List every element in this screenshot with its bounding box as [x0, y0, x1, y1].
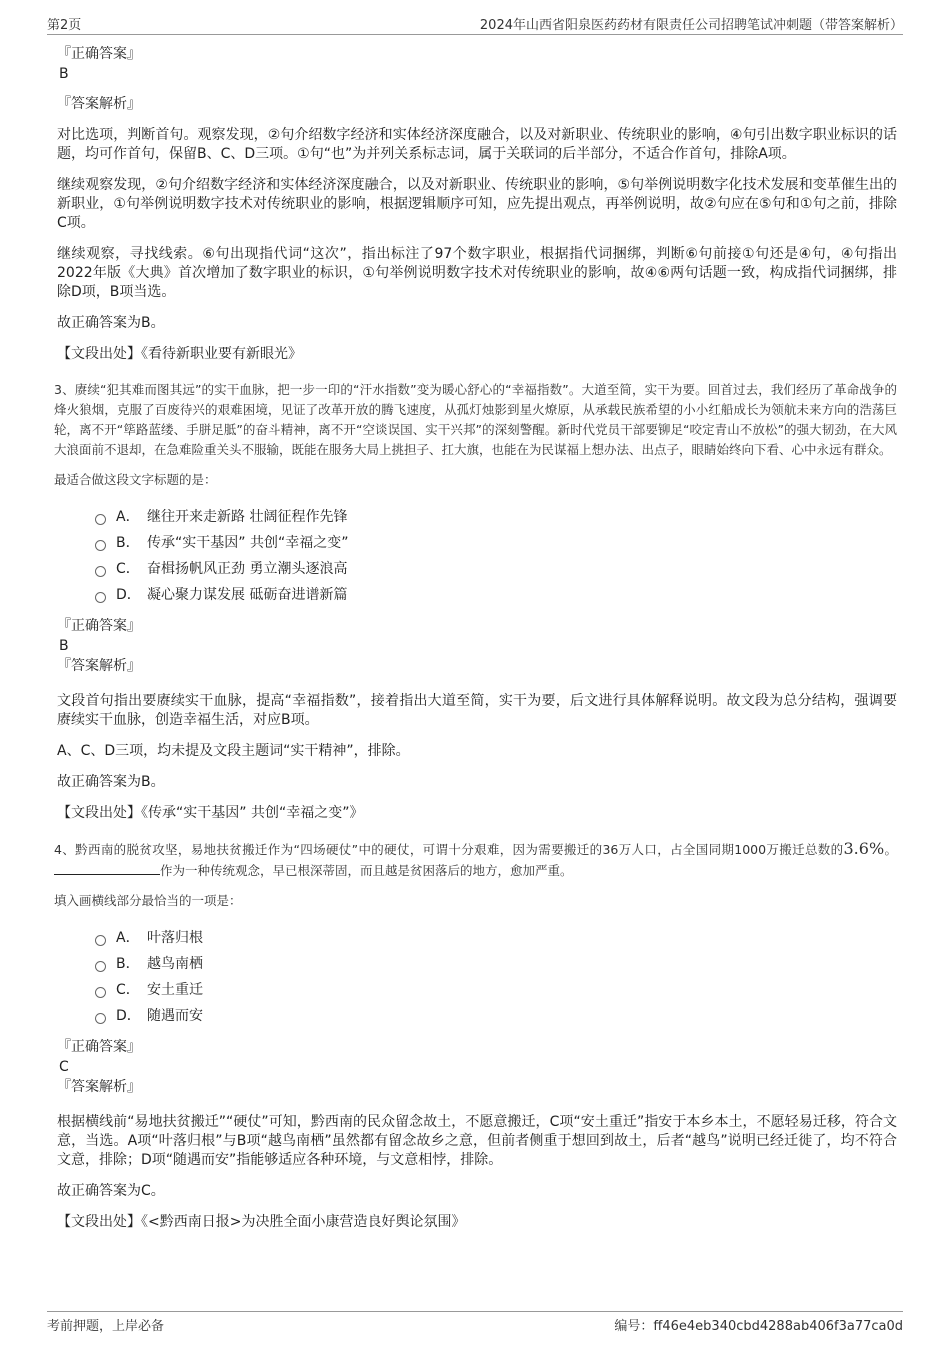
q3-option-d[interactable]: [95, 582, 897, 608]
q4-question: [54, 839, 897, 881]
q3-option-c[interactable]: [95, 556, 897, 582]
option-letter: D．: [116, 587, 141, 603]
option-letter: A．: [116, 509, 140, 525]
option-letter: B．: [116, 956, 140, 972]
radio-icon[interactable]: [95, 514, 106, 525]
option-letter: C．: [116, 982, 140, 998]
option-text: 叶落归根: [147, 930, 203, 946]
fill-blank: [54, 860, 160, 875]
q4-option-d[interactable]: [95, 1003, 897, 1029]
code-label: 编号：: [614, 1319, 654, 1334]
q4-option-a[interactable]: [95, 925, 897, 951]
q3-analysis-1: 文段首句指出要赓续实干血脉，提高“幸福指数”，接着指出大道至简，实干为要，后文进行具体解释说明。故文段为总分结构，强调要赓续实干血脉，创造幸福生活，对应B项。: [57, 693, 897, 728]
radio-icon[interactable]: [95, 566, 106, 577]
q2-analysis-3: 继续观察，寻找线索。⑥句出现指代词“这次”，指出标注了97个数字职业，根据指代词捆绑，判断⑥句前接①句还是④句，④句指出2022年版《大典》首次增加了数字职业的标识，①句举例说明数字技术对传统职业的影响，故④⑥两句话题一致，构成指代词捆绑，排除D项，B项当选。: [57, 246, 897, 300]
answer-analysis-label: 『答案解析』: [57, 1079, 141, 1095]
q4-question-part1: 4、黔西南的脱贫攻坚，易地扶贫搬迁作为“四场硬仗”中的硬仗，可谓十分艰难，因为需要搬迁的36万人口，占全国同期1000万搬迁总数的: [54, 842, 844, 857]
option-letter: A．: [116, 930, 140, 946]
q4-answer: C: [59, 1059, 69, 1075]
q4-options: [95, 925, 897, 1029]
option-text: 安土重迁: [147, 982, 203, 998]
radio-icon[interactable]: [95, 935, 106, 946]
option-letter: D．: [116, 1008, 141, 1024]
radio-icon[interactable]: [95, 1013, 106, 1024]
q4-analysis-1: 根据横线前“易地扶贫搬迁”“硬仗”可知，黔西南的民众留念故土，不愿意搬迁，C项“安土重迁”指安于本乡本土，不愿轻易迁移，符合文意，当选。A项“叶落归根”与B项“越鸟南栖”虽然都有留念故乡之意，但前者侧重于想回到故土，后者“越鸟”说明已经迁徙了，均不符合文意，排除；D项“随遇而安”指能够适应各种环境，与文意相悖，排除。: [57, 1114, 897, 1168]
option-text: 凝心聚力谋发展 砥砺奋进谱新篇: [147, 587, 348, 603]
option-letter: B．: [116, 535, 140, 551]
correct-answer-label: 『正确答案』: [57, 1039, 141, 1055]
q2-analysis-2: 继续观察发现，②句介绍数字经济和实体经济深度融合，以及对新职业、传统职业的影响，⑤句举例说明数字化技术发展和变革催生出的新职业，①句举例说明数字技术对传统职业的影响，根据逻辑顺序可知，应先提出观点，再举例说明，故②句应在⑤句和①句之前，排除C项。: [57, 177, 897, 231]
option-text: 奋楫扬帆风正劲 勇立潮头逐浪高: [147, 561, 348, 577]
radio-icon[interactable]: [95, 961, 106, 972]
document-body: [54, 44, 897, 1248]
q2-answer: B: [59, 66, 69, 82]
radio-icon[interactable]: [95, 540, 106, 551]
q4-option-b[interactable]: [95, 951, 897, 977]
page-footer: [47, 1311, 903, 1334]
q3-source: 【文段出处】《传承“实干基因” 共创“幸福之变”》: [57, 805, 364, 821]
q2-source: 【文段出处】《看待新职业要有新眼光》: [57, 346, 302, 362]
q4-question-part2: 。: [884, 842, 897, 857]
page-header: [47, 12, 903, 35]
correct-answer-label: 『正确答案』: [57, 46, 141, 62]
q3-options: [95, 504, 897, 608]
radio-icon[interactable]: [95, 592, 106, 603]
q3-prompt: 最适合做这段文字标题的是：: [54, 472, 217, 487]
q3-analysis-3: 故正确答案为B。: [57, 774, 165, 790]
option-text: 越鸟南栖: [147, 956, 203, 972]
document-code: [614, 1315, 903, 1334]
q4-analysis-2: 故正确答案为C。: [57, 1183, 165, 1199]
option-text: 继往开来走新路 壮阔征程作先锋: [147, 509, 348, 525]
radio-icon[interactable]: [95, 987, 106, 998]
q4-prompt: 填入画横线部分最恰当的一项是：: [54, 893, 242, 908]
page-number: 第2页: [47, 18, 82, 33]
q4-option-c[interactable]: [95, 977, 897, 1003]
q4-source: 【文段出处】《<黔西南日报>为决胜全面小康营造良好舆论氛围》: [57, 1214, 466, 1230]
q3-option-b[interactable]: [95, 530, 897, 556]
q3-analysis-2: A、C、D三项，均未提及文段主题词“实干精神”，排除。: [57, 743, 410, 759]
q3-answer: B: [59, 638, 69, 654]
option-text: 传承“实干基因” 共创“幸福之变”: [147, 535, 349, 551]
footer-slogan: 考前押题，上岸必备: [47, 1319, 165, 1334]
q4-math: 3.6%: [843, 839, 885, 858]
q4-question-part3: 作为一种传统观念，早已根深蒂固，而且越是贫困落后的地方，愈加严重。: [160, 863, 573, 878]
option-letter: C．: [116, 561, 140, 577]
q2-analysis-4: 故正确答案为B。: [57, 315, 165, 331]
q3-question: 3、赓续“犯其难而图其远”的实干血脉，把一步一印的“汗水指数”变为暖心舒心的“幸福指数”。大道至简，实干为要。回首过去，我们经历了革命战争的烽火狼烟，克服了百废待兴的艰难困境，见证了改革开放的腾飞速度，从孤灯烛影到星火燎原，从承载民族希望的小小红船成长为领航未来方向的浩荡巨轮，离不开“筚路蓝缕、手胼足胝”的奋斗精神，离不开“空谈误国、实干兴邦”的深刻警醒。新时代党员干部要铆足“咬定青山不放松”的强大韧劲，在大风大浪面前不退却，在急难险重关头不服输，既能在服务大局上挑担子、扛大旗，也能在为民谋福上想办法、出点子，眼睛始终向下看、心中永远有群众。: [54, 382, 897, 457]
document-title: 2024年山西省阳泉医药药材有限责任公司招聘笔试冲刺题（带答案解析）: [479, 18, 903, 33]
code-value: ff46e4eb340cbd4288ab406f3a77ca0d: [653, 1319, 903, 1334]
option-text: 随遇而安: [147, 1008, 203, 1024]
q3-option-a[interactable]: [95, 504, 897, 530]
q2-analysis-1: 对比选项，判断首句。观察发现，②句介绍数字经济和实体经济深度融合，以及对新职业、传统职业的影响，④句引出数字职业标识的话题，均可作首句，保留B、C、D三项。①句“也”为并列关系标志词，属于关联词的后半部分，不适合作首句，排除A项。: [57, 127, 897, 162]
answer-analysis-label: 『答案解析』: [57, 658, 141, 674]
answer-analysis-label: 『答案解析』: [57, 96, 141, 112]
correct-answer-label: 『正确答案』: [57, 618, 141, 634]
